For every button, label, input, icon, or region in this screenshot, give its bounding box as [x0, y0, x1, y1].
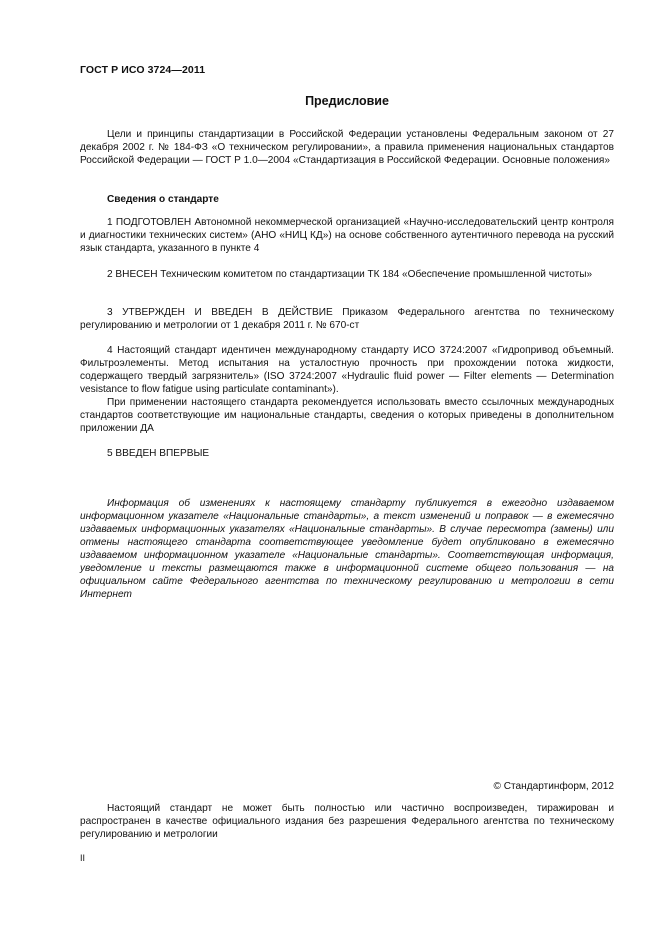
page-number: II: [80, 853, 86, 863]
item-4-identical: 4 Настоящий стандарт идентичен международному стандарту ИСО 3724:2007 «Гидропривод объемный. Фильтроэлементы. Метод испытания на усталостную прочность при прохождении потока жидкости, содержащего твердый загрязнитель» (ISO 3724:2007 «Hydraulic fluid power — Filter elements — Determination vesistance to flow fatigue using particulate contaminant»).: [80, 345, 614, 395]
item-1-prepared: 1 ПОДГОТОВЛЕН Автономной некоммерческой организацией «Научно-исследовательский центр контроля и диагностики технических систем» (АНО «НИЦ КД») на основе собственного аутентичного перевода на русский язык стандарта, указанного в пункте 4: [80, 217, 614, 254]
item-3-approved: 3 УТВЕРЖДЕН И ВВЕДЕН В ДЕЙСТВИЕ Приказом Федерального агентства по техническому регулированию и метрологии от 1 декабря 2011 г. № 670-ст: [80, 307, 614, 331]
intro-paragraph: Цели и принципы стандартизации в Российской Федерации установлены Федеральным законом от 27 декабря 2002 г. № 184-ФЗ «О техническом регулировании», а правила применения национальных стандартов Российской Федерации — ГОСТ Р 1.0—2004 «Стандартизация в Российской Федерации. Основные положения»: [80, 129, 614, 166]
standard-code-header: ГОСТ Р ИСО 3724—2011: [80, 64, 206, 76]
section-heading: Сведения о стандарте: [107, 194, 219, 205]
changes-notice: Информация об изменениях к настоящему стандарту публикуется в ежегодно издаваемом информационном указателе «Национальные стандарты», а текст изменений и поправок — в ежемесячно издаваемых информационных указателях «Национальные стандарты». В случае пересмотра (замены) или отмены настоящего стандарта соответствующее уведомление будет опубликовано в ежемесячно издаваемом информационном указателе «Национальные стандарты». Соответствующая информация, уведомление и тексты размещаются также в информационной системе общего пользования — на официальном сайте Федерального агентства по техническому регулированию и метрологии в сети Интернет: [80, 498, 614, 600]
reproduction-notice: Настоящий стандарт не может быть полностью или частично воспроизведен, тиражирован и распространен в качестве официального издания без разрешения Федерального агентства по техническому регулированию и метрологии: [80, 803, 614, 840]
copyright-line: © Стандартинформ, 2012: [493, 781, 614, 792]
item-4-usage-note: При применении настоящего стандарта рекомендуется использовать вместо ссылочных международных стандартов соответствующие им национальные стандарты, сведения о которых приведены в дополнительном приложении ДА: [80, 397, 614, 434]
page-title: Предисловие: [305, 94, 389, 108]
item-2-introduced: 2 ВНЕСЕН Техническим комитетом по стандартизации ТК 184 «Обеспечение промышленной чистоты»: [107, 269, 593, 280]
item-5-first-introduced: 5 ВВЕДЕН ВПЕРВЫЕ: [107, 448, 210, 459]
